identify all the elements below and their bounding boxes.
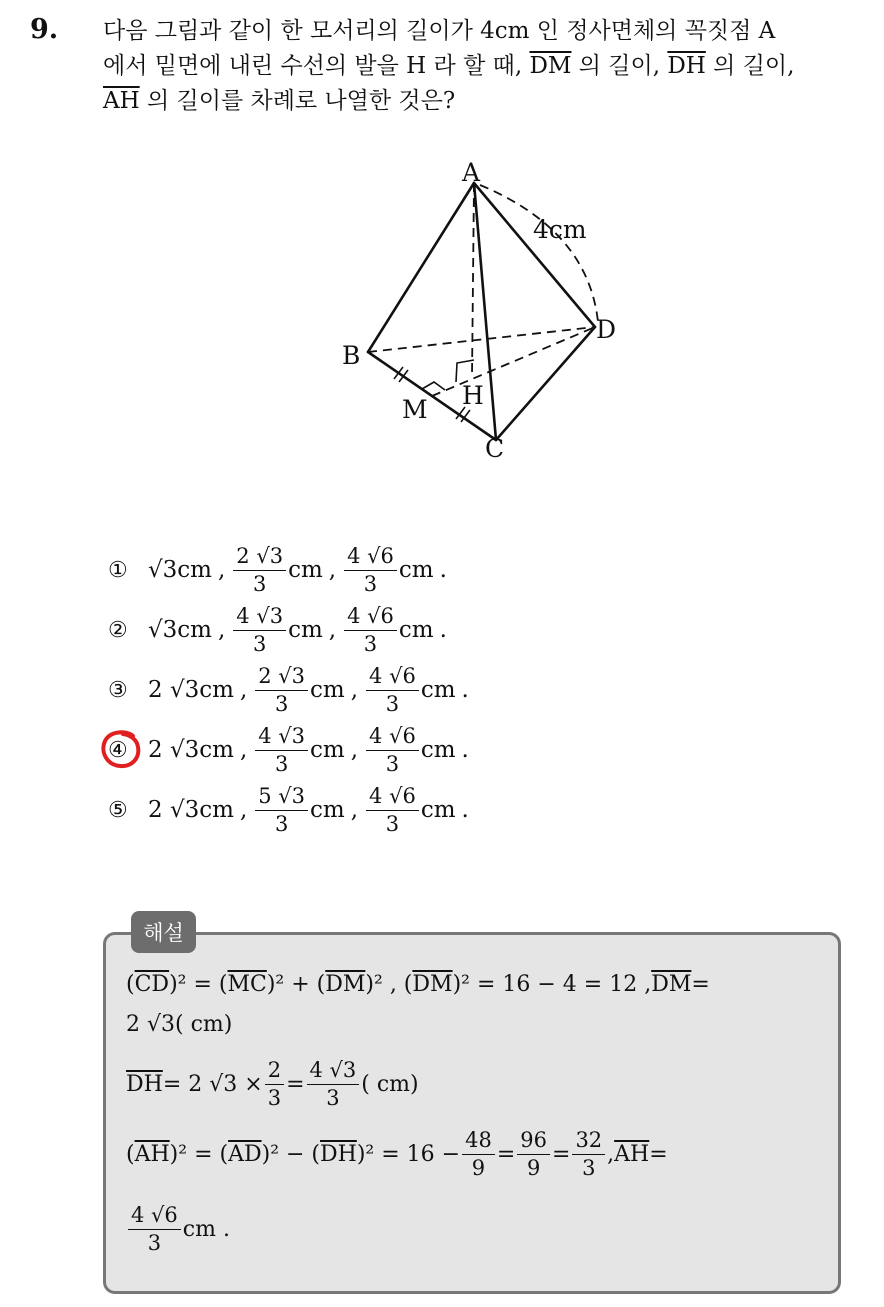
choice-4[interactable]: ④ 2 √3cm , $\frac{4 √3}{3}$ cm , $\frac{4 √6}{3}$ cm . (108, 720, 475, 780)
segment-dh: $\overline{DH}$ (126, 1072, 163, 1097)
choice-first-value: √3cm (148, 617, 212, 643)
segment-ah: $\overline{AH}$ (103, 88, 140, 114)
choice-marker: ⑤ (108, 797, 128, 823)
fraction: $\frac{4 √3}{3}$ (233, 606, 286, 655)
vertex-label-a: A (462, 158, 481, 187)
choice-1[interactable]: ① √3cm , $\frac{2 √3}{3}$ cm , $\frac{4 √6}{3}$ cm . (108, 543, 447, 596)
segment-dm: $\overline{DM}$ (412, 972, 453, 997)
fraction: $\frac{4 √6}{3}$ (366, 726, 419, 775)
edge-cd (496, 327, 595, 440)
altitude-ah-hidden (472, 183, 474, 376)
solution-line-3: $\overline{DH}$ = 2 √3 × $\frac{2}{3}$ = $\frac{4 √3}{3}$ ( cm) (126, 1058, 419, 1110)
choice-5[interactable]: ⑤ 2 √3cm , $\frac{5 √3}{3}$ cm , $\frac{4 √6}{3}$ cm . (108, 783, 469, 836)
solution-line-1: ( $\overline{CD}$ )² = ( $\overline{MC}$ )² + ( $\overline{DM}$ )² , ( $\overline{DM}$ )² = 16 − 4 = 12 , $\overline{DM}$ = (126, 972, 710, 997)
choice-first-value: 2 √3cm (148, 797, 234, 823)
edge-length-label: 4cm (533, 215, 587, 244)
segment-mc: $\overline{MC}$ (227, 972, 267, 997)
edge-ab (368, 183, 474, 352)
segment-ad: $\overline{AD}$ (228, 1142, 262, 1167)
segment-mh-hidden (432, 327, 595, 396)
fraction: $\frac{5 √3}{3}$ (255, 786, 308, 835)
edge-ad (474, 183, 595, 327)
fraction: $\frac{96}{9}$ (517, 1130, 550, 1179)
fraction: $\frac{48}{9}$ (462, 1130, 495, 1179)
fraction: $\frac{4 √6}{3}$ (128, 1205, 181, 1254)
answer-choices (108, 540, 475, 840)
point-label-m: M (402, 395, 428, 424)
fraction: $\frac{4 √6}{3}$ (366, 786, 419, 835)
fraction: $\frac{4 √3}{3}$ (255, 726, 308, 775)
segment-dh: $\overline{DH}$ (667, 53, 706, 79)
edge-length-arc (480, 185, 598, 322)
solution-line-2: 2 √3( cm) (126, 1012, 233, 1037)
choice-3[interactable]: ③ 2 √3cm , $\frac{2 √3}{3}$ cm , $\frac{4 √6}{3}$ cm . (108, 663, 469, 716)
vertex-label-d: D (596, 315, 617, 344)
fraction: $\frac{2 √3}{3}$ (233, 546, 286, 595)
solution-tab: 해설 (131, 911, 196, 953)
choice-first-value: 2 √3cm (148, 737, 234, 763)
question-number: 9. (30, 14, 59, 45)
question-line-2-mid: 의 길이, (571, 53, 668, 79)
fraction: $\frac{4 √6}{3}$ (366, 666, 419, 715)
question-line-2-pre: 에서 밑면에 내린 수선의 발을 H 라 할 때, (103, 53, 530, 79)
fraction: $\frac{4 √6}{3}$ (344, 546, 397, 595)
choice-first-value: √3cm (148, 557, 212, 583)
question-line-3 (103, 84, 863, 119)
solution-line-5: $\frac{4 √6}{3}$ cm . (126, 1205, 230, 1254)
fraction: $\frac{4 √6}{3}$ (344, 606, 397, 655)
question-line-3-post: 의 길이를 차례로 나열한 것은? (139, 88, 456, 114)
choice-marker: ④ (108, 737, 128, 763)
segment-cd: $\overline{CD}$ (134, 972, 170, 997)
fraction: $\frac{32}{3}$ (572, 1130, 605, 1179)
choice-marker: ① (108, 557, 128, 583)
choice-marker: ② (108, 617, 128, 643)
segment-ah: $\overline{AH}$ (134, 1142, 170, 1167)
question-text (103, 14, 863, 119)
choice-2[interactable]: ② √3cm , $\frac{4 √3}{3}$ cm , $\frac{4 √6}{3}$ cm . (108, 603, 447, 656)
question-line-2 (103, 49, 863, 84)
choice-first-value: 2 √3cm (148, 677, 234, 703)
segment-dm: $\overline{DM}$ (651, 972, 692, 997)
solution-line-4: ( $\overline{AH}$ )² = ( $\overline{AD}$ )² − ( $\overline{DH}$ )² = 16 − $\frac{48}{9}$ = $\frac{96}{9}$ = $\frac{32}{3}$ , $\overline{AH}$ = (126, 1128, 668, 1180)
point-label-h: H (462, 381, 484, 410)
edge-bd-hidden (368, 327, 595, 352)
question-line-1: 다음 그림과 같이 한 모서리의 길이가 4cm 인 정사면체의 꼭짓점 A (103, 18, 776, 44)
fraction: $\frac{2}{3}$ (265, 1060, 284, 1109)
vertex-label-b: B (342, 341, 361, 370)
right-angle-mark-m (422, 382, 445, 390)
question-line-2-post: 의 길이, (705, 53, 795, 79)
segment-dm: $\overline{DM}$ (529, 53, 572, 79)
tetrahedron-figure (330, 150, 650, 470)
fraction: $\frac{4 √3}{3}$ (307, 1060, 360, 1109)
answer-circle-mark (100, 729, 142, 769)
choice-marker: ③ (108, 677, 128, 703)
vertex-label-c: C (485, 434, 505, 463)
segment-ah: $\overline{AH}$ (614, 1142, 650, 1167)
fraction: $\frac{2 √3}{3}$ (255, 666, 308, 715)
segment-dh: $\overline{DH}$ (320, 1142, 357, 1167)
segment-dm: $\overline{DM}$ (325, 972, 366, 997)
